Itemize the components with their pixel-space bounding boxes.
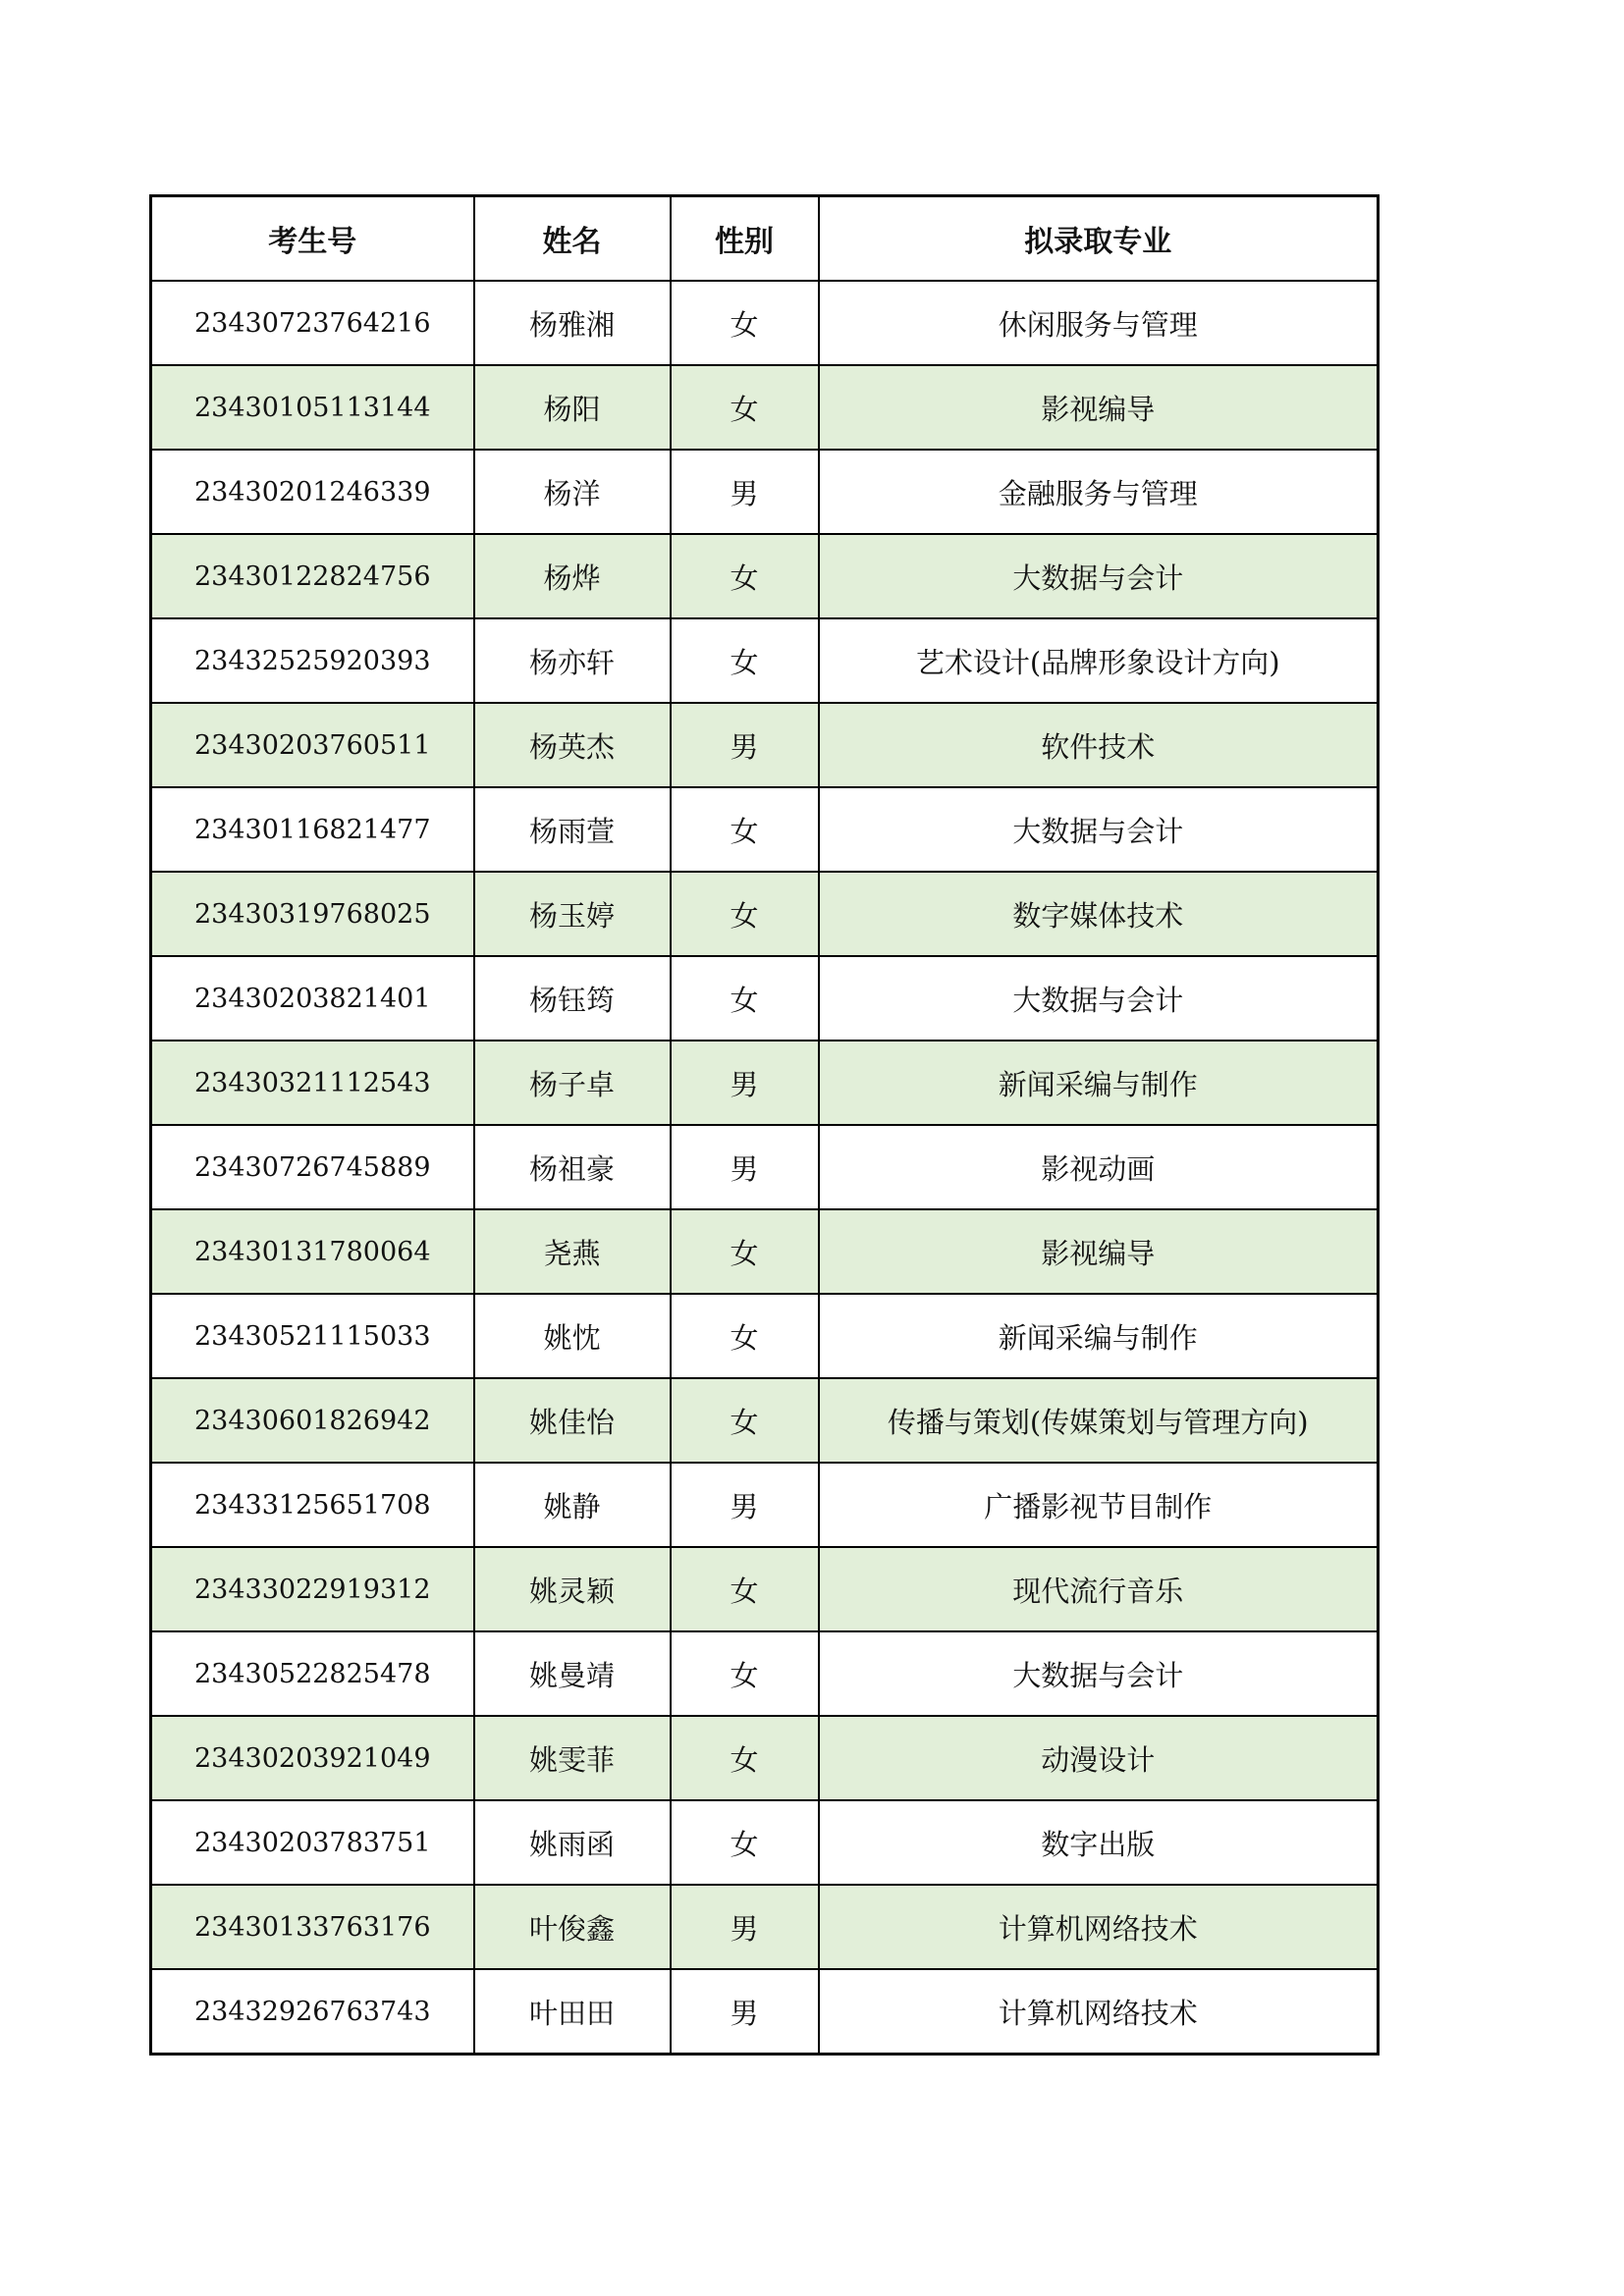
cell-major: 金融服务与管理 <box>819 450 1379 534</box>
cell-major: 新闻采编与制作 <box>819 1294 1379 1378</box>
cell-major: 软件技术 <box>819 703 1379 787</box>
cell-candidate-id: 23430726745889 <box>151 1125 474 1209</box>
cell-candidate-id: 23432525920393 <box>151 618 474 703</box>
cell-major: 计算机网络技术 <box>819 1885 1379 1969</box>
cell-candidate-id: 23430723764216 <box>151 281 474 365</box>
cell-name: 姚佳怡 <box>474 1378 671 1463</box>
cell-name: 杨亦轩 <box>474 618 671 703</box>
cell-gender: 女 <box>671 1294 819 1378</box>
table-row <box>151 1716 1379 1800</box>
table-row <box>151 1378 1379 1463</box>
cell-name: 姚灵颖 <box>474 1547 671 1631</box>
cell-gender: 女 <box>671 281 819 365</box>
cell-name: 姚雨函 <box>474 1800 671 1885</box>
cell-gender: 女 <box>671 1716 819 1800</box>
cell-name: 姚曼靖 <box>474 1631 671 1716</box>
table-row <box>151 1125 1379 1209</box>
table-row <box>151 534 1379 618</box>
cell-name: 姚静 <box>474 1463 671 1547</box>
cell-candidate-id: 23430105113144 <box>151 365 474 450</box>
cell-name: 杨钰筠 <box>474 956 671 1041</box>
table-row <box>151 1209 1379 1294</box>
cell-candidate-id: 23430203760511 <box>151 703 474 787</box>
cell-candidate-id: 23430321112543 <box>151 1041 474 1125</box>
table-row <box>151 1800 1379 1885</box>
cell-candidate-id: 23430133763176 <box>151 1885 474 1969</box>
cell-major: 影视动画 <box>819 1125 1379 1209</box>
cell-gender: 男 <box>671 450 819 534</box>
header-name: 姓名 <box>474 196 671 282</box>
cell-gender: 女 <box>671 1209 819 1294</box>
table-row <box>151 618 1379 703</box>
cell-candidate-id: 23430601826942 <box>151 1378 474 1463</box>
cell-major: 动漫设计 <box>819 1716 1379 1800</box>
cell-gender: 女 <box>671 365 819 450</box>
cell-candidate-id: 23430203783751 <box>151 1800 474 1885</box>
table-row <box>151 1463 1379 1547</box>
cell-major: 计算机网络技术 <box>819 1969 1379 2055</box>
cell-name: 杨雅湘 <box>474 281 671 365</box>
cell-major: 大数据与会计 <box>819 956 1379 1041</box>
cell-name: 杨雨萱 <box>474 787 671 872</box>
cell-name: 杨阳 <box>474 365 671 450</box>
cell-major: 影视编导 <box>819 365 1379 450</box>
header-candidate-id: 考生号 <box>151 196 474 282</box>
cell-major: 广播影视节目制作 <box>819 1463 1379 1547</box>
admission-table <box>149 194 1380 2056</box>
table-row <box>151 281 1379 365</box>
cell-major: 传播与策划(传媒策划与管理方向) <box>819 1378 1379 1463</box>
cell-candidate-id: 23430122824756 <box>151 534 474 618</box>
cell-candidate-id: 23430201246339 <box>151 450 474 534</box>
cell-gender: 女 <box>671 872 819 956</box>
cell-name: 杨英杰 <box>474 703 671 787</box>
cell-major: 数字媒体技术 <box>819 872 1379 956</box>
cell-candidate-id: 23430319768025 <box>151 872 474 956</box>
table-row <box>151 956 1379 1041</box>
cell-major: 影视编导 <box>819 1209 1379 1294</box>
cell-candidate-id: 23430203921049 <box>151 1716 474 1800</box>
table-row <box>151 872 1379 956</box>
cell-gender: 女 <box>671 1547 819 1631</box>
cell-major: 新闻采编与制作 <box>819 1041 1379 1125</box>
cell-name: 叶俊鑫 <box>474 1885 671 1969</box>
cell-name: 姚忱 <box>474 1294 671 1378</box>
cell-name: 杨洋 <box>474 450 671 534</box>
cell-gender: 女 <box>671 534 819 618</box>
cell-candidate-id: 23430131780064 <box>151 1209 474 1294</box>
cell-name: 叶田田 <box>474 1969 671 2055</box>
cell-gender: 女 <box>671 787 819 872</box>
cell-major: 大数据与会计 <box>819 1631 1379 1716</box>
cell-major: 休闲服务与管理 <box>819 281 1379 365</box>
cell-gender: 男 <box>671 1969 819 2055</box>
cell-major: 数字出版 <box>819 1800 1379 1885</box>
cell-gender: 女 <box>671 1378 819 1463</box>
cell-candidate-id: 23430522825478 <box>151 1631 474 1716</box>
header-gender: 性别 <box>671 196 819 282</box>
cell-name: 杨子卓 <box>474 1041 671 1125</box>
cell-name: 姚雯菲 <box>474 1716 671 1800</box>
header-row <box>151 196 1379 282</box>
table-row <box>151 703 1379 787</box>
table-body <box>151 281 1379 2055</box>
cell-candidate-id: 23433125651708 <box>151 1463 474 1547</box>
cell-candidate-id: 23432926763743 <box>151 1969 474 2055</box>
table-row <box>151 1547 1379 1631</box>
table-row <box>151 787 1379 872</box>
cell-candidate-id: 23430203821401 <box>151 956 474 1041</box>
cell-gender: 女 <box>671 1631 819 1716</box>
header-major: 拟录取专业 <box>819 196 1379 282</box>
cell-gender: 男 <box>671 1125 819 1209</box>
cell-gender: 女 <box>671 1800 819 1885</box>
table-row <box>151 1294 1379 1378</box>
cell-gender: 男 <box>671 1463 819 1547</box>
cell-major: 大数据与会计 <box>819 534 1379 618</box>
cell-major: 现代流行音乐 <box>819 1547 1379 1631</box>
cell-gender: 男 <box>671 703 819 787</box>
cell-major: 艺术设计(品牌形象设计方向) <box>819 618 1379 703</box>
table-row <box>151 1969 1379 2055</box>
cell-name: 杨祖豪 <box>474 1125 671 1209</box>
table-row <box>151 1885 1379 1969</box>
cell-gender: 男 <box>671 1041 819 1125</box>
cell-name: 杨烨 <box>474 534 671 618</box>
table-header <box>151 196 1379 282</box>
cell-major: 大数据与会计 <box>819 787 1379 872</box>
cell-name: 尧燕 <box>474 1209 671 1294</box>
cell-gender: 女 <box>671 618 819 703</box>
table-row <box>151 1631 1379 1716</box>
table-row <box>151 365 1379 450</box>
table-row <box>151 450 1379 534</box>
table-row <box>151 1041 1379 1125</box>
cell-name: 杨玉婷 <box>474 872 671 956</box>
cell-gender: 女 <box>671 956 819 1041</box>
cell-candidate-id: 23430521115033 <box>151 1294 474 1378</box>
cell-gender: 男 <box>671 1885 819 1969</box>
cell-candidate-id: 23433022919312 <box>151 1547 474 1631</box>
cell-candidate-id: 23430116821477 <box>151 787 474 872</box>
